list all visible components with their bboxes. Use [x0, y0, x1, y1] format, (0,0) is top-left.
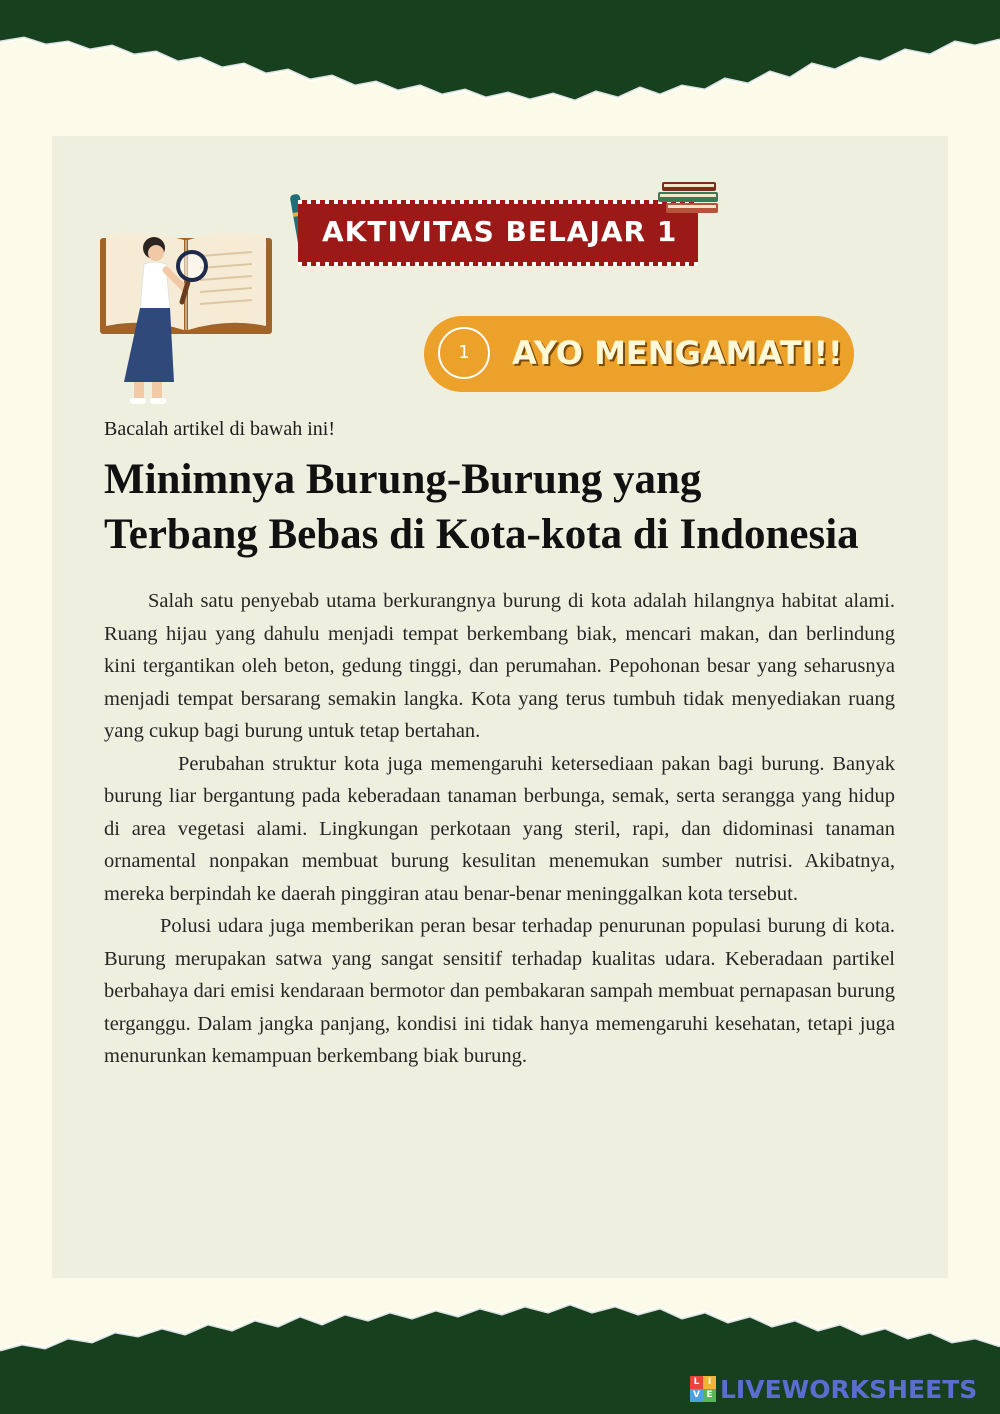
section-pill: [424, 316, 854, 392]
article-paragraph-3: Polusi udara juga memberikan peran besar terhadap penurunan populasi burung di kota. Burung merupakan satwa yang sangat sensitif terhadap kualitas udara. Keberadaan partikel berbahaya dari emisi kendaraan bermotor dan pembakaran sampah membuat pernapasan burung terganggu. Dalam jangka panjang, kondisi ini tidak hanya memengaruhi kesehatan, tetapi juga menurunkan kemampuan berkembang biak burung.: [104, 915, 895, 1067]
article-title: [104, 452, 924, 562]
liveworksheets-logo-icon: L I V E: [690, 1376, 716, 1402]
activity-title: AKTIVITAS BELAJAR 1: [322, 215, 678, 248]
activity-banner: [298, 200, 698, 266]
stacked-books-icon: [656, 180, 724, 218]
step-number-badge: 1: [438, 327, 490, 379]
torn-paper-top-decoration: [0, 0, 1000, 110]
girl-with-book-illustration: [96, 226, 276, 406]
liveworksheets-watermark: [690, 1374, 977, 1404]
article-paragraph-1: Salah satu penyebab utama berkurangnya burung di kota adalah hilangnya habitat alami. Ruang hijau yang dahulu menjadi tempat berkembang biak, mencari makan, dan berlindung kini tergantikan oleh beton, gedung tinggi, dan perumahan. Pepohonan besar yang seharusnya menjadi tempat bersarang semakin langka. Kota yang terus tumbuh tidak menyediakan ruang yang cukup bagi burung untuk tetap bertahan.: [104, 590, 895, 742]
article-title-line-1: Minimnya Burung-Burung yang: [104, 456, 702, 503]
article-title-line-2: Terbang Bebas di Kota-kota di Indonesia: [104, 511, 859, 558]
section-title: AYO MENGAMATI!!: [512, 334, 843, 372]
article-body: [104, 585, 895, 1073]
article-paragraph-2: Perubahan struktur kota juga memengaruhi ketersediaan pakan bagi burung. Banyak burung liar bergantung pada keberadaan tanaman berbunga, semak, serta serangga yang hidup di area vegetasi alami. Lingkungan perkotaan yang steril, rapi, dan didominasi tanaman ornamental nonpakan membuat burung kesulitan menemukan sumber nutrisi. Akibatnya, mereka berpindah ke daerah pinggiran atau benar-benar meninggalkan kota tersebut.: [104, 752, 895, 905]
reading-instruction: Bacalah artikel di bawah ini!: [104, 418, 336, 440]
liveworksheets-text: LIVEWORKSHEETS: [720, 1374, 978, 1404]
